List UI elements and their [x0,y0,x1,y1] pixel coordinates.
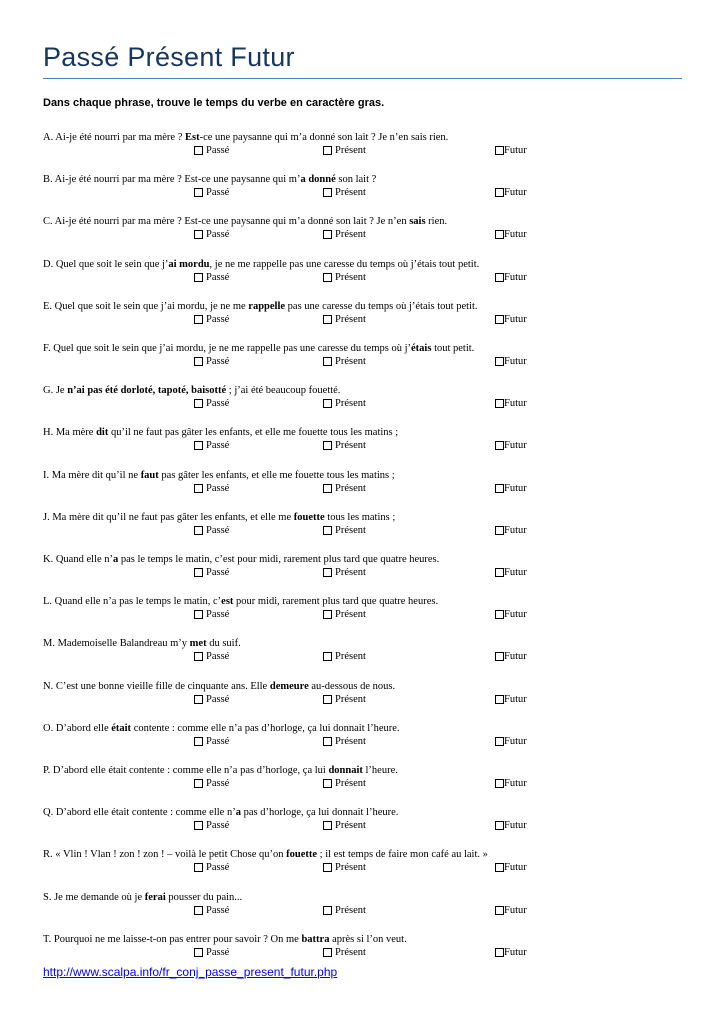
option-futur[interactable] [495,567,527,578]
option-label: Passé [206,693,230,705]
option-futur[interactable] [495,778,527,789]
checkbox-present[interactable] [323,146,332,155]
bold-verb: dit [96,427,109,439]
checkbox-passe[interactable] [194,568,203,577]
sentence-text: F. Quel que soit le sein que j’ai mordu, je ne me rappelle pas une caresse du temps où j’ [43,343,412,354]
question-item [43,596,693,626]
option-passe[interactable] [194,567,229,578]
sentence-text: B. Ai-je été nourri par ma mère ? Est-ce une paysanne qui m’ [43,174,301,186]
option-label: Présent [335,440,366,452]
option-passe[interactable] [194,820,229,831]
option-passe[interactable] [194,651,229,662]
option-label: Futur [504,862,527,874]
checkbox-futur[interactable] [495,948,504,957]
option-futur[interactable] [495,609,527,620]
question-sentence [43,385,340,396]
option-present[interactable] [323,398,366,409]
bold-verb: met [189,638,207,650]
bold-verb: était [111,722,132,734]
question-sentence [43,554,439,565]
question-sentence [43,681,395,692]
checkbox-futur[interactable] [495,906,504,915]
bold-verb: donnait [328,765,363,776]
option-label: Passé [206,778,230,789]
question-sentence [43,427,398,438]
question-sentence [43,596,438,607]
question-sentence [43,638,241,649]
option-label: Passé [206,946,230,958]
checkbox-passe[interactable] [194,441,203,450]
option-label: Présent [335,356,366,367]
option-present[interactable] [323,314,366,325]
checkbox-present[interactable] [323,273,332,282]
option-label: Passé [206,524,230,536]
option-label: Futur [504,187,527,199]
option-passe[interactable] [194,525,229,536]
question-item [43,427,693,457]
question-item [43,512,693,542]
question-sentence [43,765,398,776]
option-label: Futur [504,693,527,705]
sentence-text: son lait ? [335,174,377,186]
checkbox-passe[interactable] [194,948,203,957]
checkbox-futur[interactable] [495,146,504,155]
checkbox-passe[interactable] [194,230,203,239]
bold-verb: ferai [144,891,166,903]
checkbox-passe[interactable] [194,610,203,619]
option-present[interactable] [323,736,366,747]
option-passe[interactable] [194,229,229,240]
question-item [43,385,693,415]
option-label: Passé [206,356,230,367]
option-futur[interactable] [495,356,527,367]
option-label: Futur [504,229,527,241]
option-futur[interactable] [495,483,527,494]
question-item [43,849,693,879]
sentence-text: -ce une paysanne qui m’a donné son lait ? Je n’en sais rien. [199,132,449,143]
question-item [43,259,693,289]
option-label: Passé [206,735,230,747]
option-futur[interactable] [495,525,527,536]
sentence-text: J. Ma mère dit qu’il ne faut pas gâter les enfants, et elle me [43,511,294,523]
option-futur[interactable] [495,736,527,747]
bold-verb: n’ai pas été dorloté, tapoté, baisotté [67,385,227,397]
sentence-text: tout petit. [431,343,475,354]
option-futur[interactable] [495,862,527,873]
option-label: Présent [335,313,366,325]
question-item [43,681,693,711]
sentence-text: K. Quand elle n’ [43,554,113,565]
option-label: Futur [504,651,527,663]
checkbox-present[interactable] [323,315,332,324]
bold-verb: fouette [286,849,318,861]
option-label: Présent [335,946,366,958]
question-item [43,934,693,964]
checkbox-passe[interactable] [194,484,203,493]
bold-verb: Est [184,132,200,143]
option-label: Futur [504,271,527,283]
option-passe[interactable] [194,398,229,409]
question-item [43,723,693,753]
checkbox-present[interactable] [323,737,332,746]
bold-verb: sais [409,216,426,228]
sentence-text: H. Ma mère [43,427,97,439]
checkbox-futur[interactable] [495,568,504,577]
option-label: Passé [206,313,230,325]
question-sentence [43,301,477,312]
checkbox-present[interactable] [323,779,332,788]
option-futur[interactable] [495,905,527,916]
page-title: Passé Présent Futur [43,42,295,72]
checkbox-passe[interactable] [194,273,203,282]
checkbox-present[interactable] [323,441,332,450]
checkbox-futur[interactable] [495,821,504,830]
bold-verb: est [221,596,234,608]
sentence-text: Q. D’abord elle était contente : comme elle n’ [43,807,236,819]
question-sentence [43,174,376,185]
checkbox-passe[interactable] [194,863,203,872]
option-present[interactable] [323,483,366,494]
option-label: Présent [335,398,366,410]
sentence-text: pas gâter les enfants, et elle me fouette tous les matins ; [158,469,395,481]
option-label: Futur [504,482,527,494]
option-passe[interactable] [194,694,229,705]
checkbox-present[interactable] [323,863,332,872]
checkbox-present[interactable] [323,357,332,366]
checkbox-present[interactable] [323,695,332,704]
checkbox-present[interactable] [323,484,332,493]
checkbox-present[interactable] [323,948,332,957]
checkbox-present[interactable] [323,821,332,830]
question-sentence [43,216,447,227]
option-label: Présent [335,609,366,621]
option-label: Passé [206,271,230,283]
instruction-text: Dans chaque phrase, trouve le temps du verbe en caractère gras. [43,97,385,109]
bold-verb: a [235,807,241,819]
checkbox-futur[interactable] [495,652,504,661]
option-present[interactable] [323,145,366,156]
sentence-text: rien. [425,216,448,228]
option-label: Présent [335,145,366,156]
option-label: Futur [504,946,527,958]
checkbox-futur[interactable] [495,273,504,282]
option-futur[interactable] [495,820,527,831]
option-label: Futur [504,313,527,325]
checkbox-futur[interactable] [495,863,504,872]
checkbox-futur[interactable] [495,695,504,704]
option-passe[interactable] [194,483,229,494]
question-sentence [43,934,407,945]
option-label: Passé [206,229,230,241]
sentence-text: P. D’abord elle était contente : comme elle n’a pas d’horloge, ça lui [43,765,329,776]
sentence-text: L. Quand elle n’a pas le temps le matin, c’ [43,596,222,608]
question-sentence [43,470,395,481]
option-present[interactable] [323,862,366,873]
question-sentence [43,892,242,903]
sentence-text: G. Je [43,385,68,397]
question-item [43,892,693,922]
option-label: Passé [206,145,230,156]
option-passe[interactable] [194,905,229,916]
sentence-text: pas le temps le matin, c’est pour midi, rarement plus tard que quatre heures. [118,554,440,565]
sentence-text: N. C’est une bonne vieille fille de cinquante ans. Elle [43,680,270,692]
sentence-text: pas une caresse du temps où j’étais tout petit. [285,300,478,312]
option-label: Présent [335,651,366,663]
sentence-text: I. Ma mère dit qu’il ne [43,469,141,481]
question-item [43,638,693,668]
sentence-text: O. D’abord elle [43,722,112,734]
checkbox-futur[interactable] [495,188,504,197]
checkbox-passe[interactable] [194,652,203,661]
sentence-text: contente : comme elle n’a pas d’horloge, ça lui donnait l’heure. [131,722,400,734]
sentence-text: T. Pourquoi ne me laisse-t-on pas entrer pour savoir ? On me [43,933,302,945]
checkbox-futur[interactable] [495,230,504,239]
bold-verb: étais [411,343,432,354]
sentence-text: au-dessous de nous. [308,680,396,692]
checkbox-futur[interactable] [495,779,504,788]
bold-verb: battra [301,933,330,945]
footer-link[interactable]: http://www.scalpa.info/fr_conj_passe_present_futur.php [43,965,338,979]
option-label: Passé [206,482,230,494]
sentence-text: après si l’on veut. [329,933,407,945]
option-present[interactable] [323,905,366,916]
option-label: Présent [335,820,366,832]
option-label: Passé [206,398,230,410]
option-futur[interactable] [495,145,527,156]
bold-verb: ai mordu [168,258,210,270]
sentence-text: qu’il ne faut pas gâter les enfants, et elle me fouette tous les matins ; [108,427,399,439]
question-sentence [43,132,448,143]
checkbox-futur[interactable] [495,441,504,450]
checkbox-passe[interactable] [194,526,203,535]
option-passe[interactable] [194,314,229,325]
checkbox-passe[interactable] [194,399,203,408]
question-item [43,807,693,837]
option-passe[interactable] [194,947,229,958]
sentence-text: l’heure. [362,765,398,776]
option-label: Présent [335,862,366,874]
option-label: Futur [504,524,527,536]
checkbox-passe[interactable] [194,315,203,324]
option-label: Futur [504,778,527,789]
option-label: Futur [504,567,527,578]
checkbox-present[interactable] [323,568,332,577]
option-passe[interactable] [194,736,229,747]
option-present[interactable] [323,820,366,831]
option-label: Présent [335,482,366,494]
option-label: Futur [504,145,527,156]
option-label: Passé [206,820,230,832]
checkbox-futur[interactable] [495,399,504,408]
sentence-text: A. Ai-je été nourri par ma mère ? [43,132,185,143]
sentence-text: D. Quel que soit le sein que j’ [43,258,169,270]
option-present[interactable] [323,229,366,240]
option-passe[interactable] [194,609,229,620]
checkbox-passe[interactable] [194,188,203,197]
sentence-text: pas d’horloge, ça lui donnait l’heure. [240,807,399,819]
option-present[interactable] [323,567,366,578]
question-sentence [43,723,400,734]
sentence-text: ; il est temps de faire mon café au lait. » [317,849,488,861]
checkbox-present[interactable] [323,652,332,661]
question-item [43,174,693,204]
option-futur[interactable] [495,651,527,662]
option-label: Passé [206,651,230,663]
sentence-text: R. « Vlin ! Vlan ! zon ! zon ! – voilà le petit Chose qu’on [43,849,287,861]
option-present[interactable] [323,525,366,536]
checkbox-present[interactable] [323,610,332,619]
option-passe[interactable] [194,778,229,789]
option-label: Présent [335,271,366,283]
question-item [43,132,693,162]
checkbox-passe[interactable] [194,146,203,155]
option-present[interactable] [323,694,366,705]
checkbox-passe[interactable] [194,779,203,788]
option-futur[interactable] [495,947,527,958]
bold-verb: fouette [293,511,325,523]
sentence-text: M. Mademoiselle Balandreau m’y [43,638,190,650]
option-label: Futur [504,735,527,747]
option-passe[interactable] [194,356,229,367]
option-passe[interactable] [194,272,229,283]
bold-verb: demeure [269,680,309,692]
question-sentence [43,259,479,270]
option-label: Passé [206,862,230,874]
bold-verb: a [112,554,119,565]
question-sentence [43,849,488,860]
checkbox-passe[interactable] [194,821,203,830]
option-label: Présent [335,187,366,199]
sentence-text: pousser du pain... [165,891,243,903]
checkbox-futur[interactable] [495,357,504,366]
checkbox-present[interactable] [323,399,332,408]
question-item [43,554,693,584]
checkbox-passe[interactable] [194,737,203,746]
sentence-text: S. Je me demande où je [43,891,145,903]
sentence-text: pour midi, rarement plus tard que quatre heures. [233,596,439,608]
checkbox-futur[interactable] [495,315,504,324]
option-label: Futur [504,820,527,832]
option-present[interactable] [323,651,366,662]
checkbox-passe[interactable] [194,695,203,704]
question-sentence [43,512,395,523]
option-present[interactable] [323,778,366,789]
option-present[interactable] [323,947,366,958]
bold-verb: a donné [300,174,336,186]
bold-verb: rappelle [248,300,286,312]
sentence-text: , je ne me rappelle pas une caresse du temps où j’étais tout petit. [209,258,480,270]
checkbox-futur[interactable] [495,610,504,619]
question-item [43,216,693,246]
checkbox-passe[interactable] [194,906,203,915]
question-sentence [43,807,398,818]
option-passe[interactable] [194,862,229,873]
option-label: Passé [206,609,230,621]
option-futur[interactable] [495,314,527,325]
sentence-text: C. Ai-je été nourri par ma mère ? Est-ce une paysanne qui m’a donné son lait ? Je n’en [43,216,410,228]
option-label: Futur [504,609,527,621]
option-label: Futur [504,398,527,410]
option-label: Présent [335,778,366,789]
option-label: Présent [335,693,366,705]
option-label: Passé [206,440,230,452]
sentence-text: E. Quel que soit le sein que j’ai mordu, je ne me [43,300,249,312]
sentence-text: ; j’ai été beaucoup fouetté. [226,385,341,397]
question-item [43,343,693,373]
checkbox-present[interactable] [323,230,332,239]
checkbox-futur[interactable] [495,484,504,493]
option-passe[interactable] [194,440,229,451]
option-present[interactable] [323,609,366,620]
option-present[interactable] [323,356,366,367]
bold-verb: faut [140,469,159,481]
option-label: Présent [335,735,366,747]
sentence-text: du suif. [206,638,241,650]
option-label: Passé [206,567,230,578]
checkbox-present[interactable] [323,188,332,197]
option-futur[interactable] [495,440,527,451]
option-present[interactable] [323,187,366,198]
option-futur[interactable] [495,694,527,705]
title-divider [43,78,682,79]
question-item [43,470,693,500]
option-label: Présent [335,904,366,916]
sentence-text: tous les matins ; [324,511,396,523]
option-futur[interactable] [495,398,527,409]
option-label: Présent [335,229,366,241]
option-futur[interactable] [495,272,527,283]
option-futur[interactable] [495,187,527,198]
option-label: Présent [335,567,366,578]
question-item [43,301,693,331]
option-label: Futur [504,440,527,452]
checkbox-futur[interactable] [495,737,504,746]
option-futur[interactable] [495,229,527,240]
checkbox-futur[interactable] [495,526,504,535]
option-label: Passé [206,187,230,199]
option-label: Présent [335,524,366,536]
option-passe[interactable] [194,187,229,198]
option-passe[interactable] [194,145,229,156]
checkbox-present[interactable] [323,526,332,535]
question-sentence [43,343,474,354]
option-present[interactable] [323,272,366,283]
question-item [43,765,693,795]
option-label: Futur [504,904,527,916]
option-label: Passé [206,904,230,916]
checkbox-passe[interactable] [194,357,203,366]
option-label: Futur [504,356,527,367]
option-present[interactable] [323,440,366,451]
checkbox-present[interactable] [323,906,332,915]
